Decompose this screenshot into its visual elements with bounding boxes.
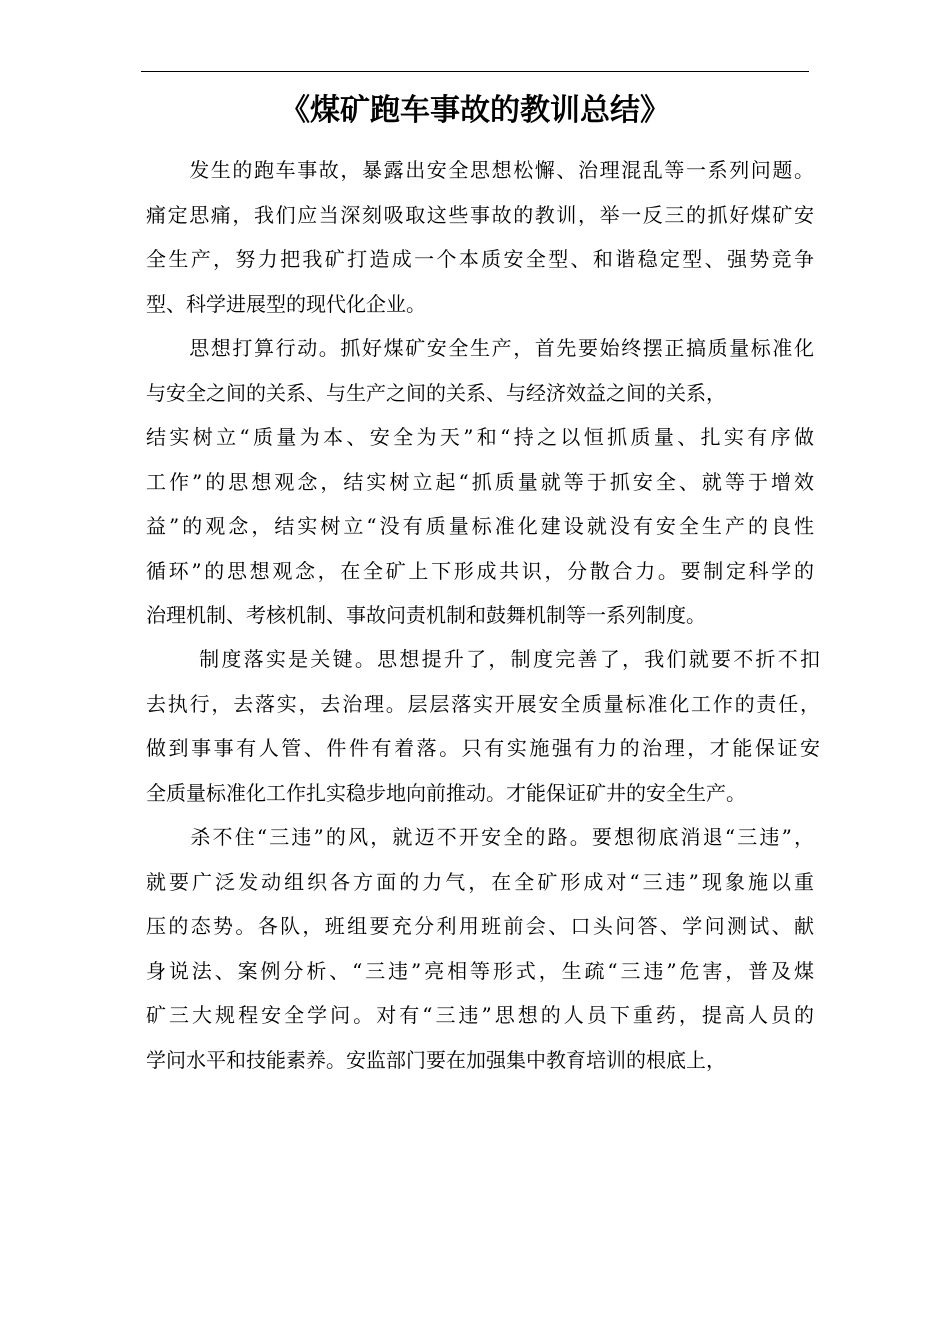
paragraph-line: 发生的跑车事故，暴露出安全思想松懈、治理混乱等一系列问题。 [146,158,814,182]
paragraph-line: 治理机制、考核机制、事故问责机制和鼓舞机制等一系列制度。 [146,603,706,627]
paragraph-line: 思想打算行动。抓好煤矿安全生产，首先要始终摆正搞质量标准化 [146,336,814,360]
document-title: 《煤矿跑车事故的教训总结》 [280,93,670,128]
paragraph-line: 结实树立“质量为本、安全为天”和“持之以恒抓质量、扎实有序做 [146,425,814,449]
header-rule [141,71,809,72]
paragraph-line: 学问水平和技能素养。安监部门要在加强集中教育培训的根底上， [146,1047,726,1072]
paragraph-line: 杀不住“三违”的风，就迈不开安全的路。要想彻底消退“三违”， [146,825,814,849]
paragraph-line: 痛定思痛，我们应当深刻吸取这些事故的教训，举一反三的抓好煤矿安 [146,202,814,227]
paragraph-line: 循环”的思想观念，在全矿上下形成共识，分散合力。要制定科学的 [146,558,814,583]
paragraph-2 [146,326,814,638]
paragraph-line: 全质量标准化工作扎实稳步地向前推动。才能保证矿井的安全生产。 [146,780,746,805]
paragraph-line: 就要广泛发动组织各方面的力气，在全矿形成对“三违”现象施以重 [146,869,814,894]
paragraph-3 [146,637,820,815]
paragraph-line: 制度落实是关键。思想提升了，制度完善了，我们就要不折不扣 [146,647,820,671]
paragraph-line: 益”的观念，结实树立“没有质量标准化建设就没有安全生产的良性 [146,514,814,538]
paragraph-line: 型、科学进展型的现代化企业。 [146,291,426,316]
paragraph-line: 工作”的思想观念，结实树立起“抓质量就等于抓安全、就等于增效 [146,469,814,494]
paragraph-line: 做到事事有人管、件件有着落。只有实施强有力的治理，才能保证安 [146,736,820,760]
paragraph-line: 去执行，去落实，去治理。层层落实开展安全质量标准化工作的责任， [146,691,820,716]
paragraph-4 [146,815,814,1082]
paragraph-line: 全生产，努力把我矿打造成一个本质安全型、和谐稳定型、强势竞争 [146,247,814,271]
paragraph-1 [146,148,814,326]
paragraph-line: 身说法、案例分析、“三违”亮相等形式，生疏“三违”危害，普及煤 [146,958,814,983]
paragraph-line: 压的态势。各队，班组要充分利用班前会、口头问答、学问测试、献 [146,914,814,938]
paragraph-line: 矿三大规程安全学问。对有“三违”思想的人员下重药，提高人员的 [146,1003,814,1027]
paragraph-line: 与安全之间的关系、与生产之间的关系、与经济效益之间的关系， [146,380,726,405]
